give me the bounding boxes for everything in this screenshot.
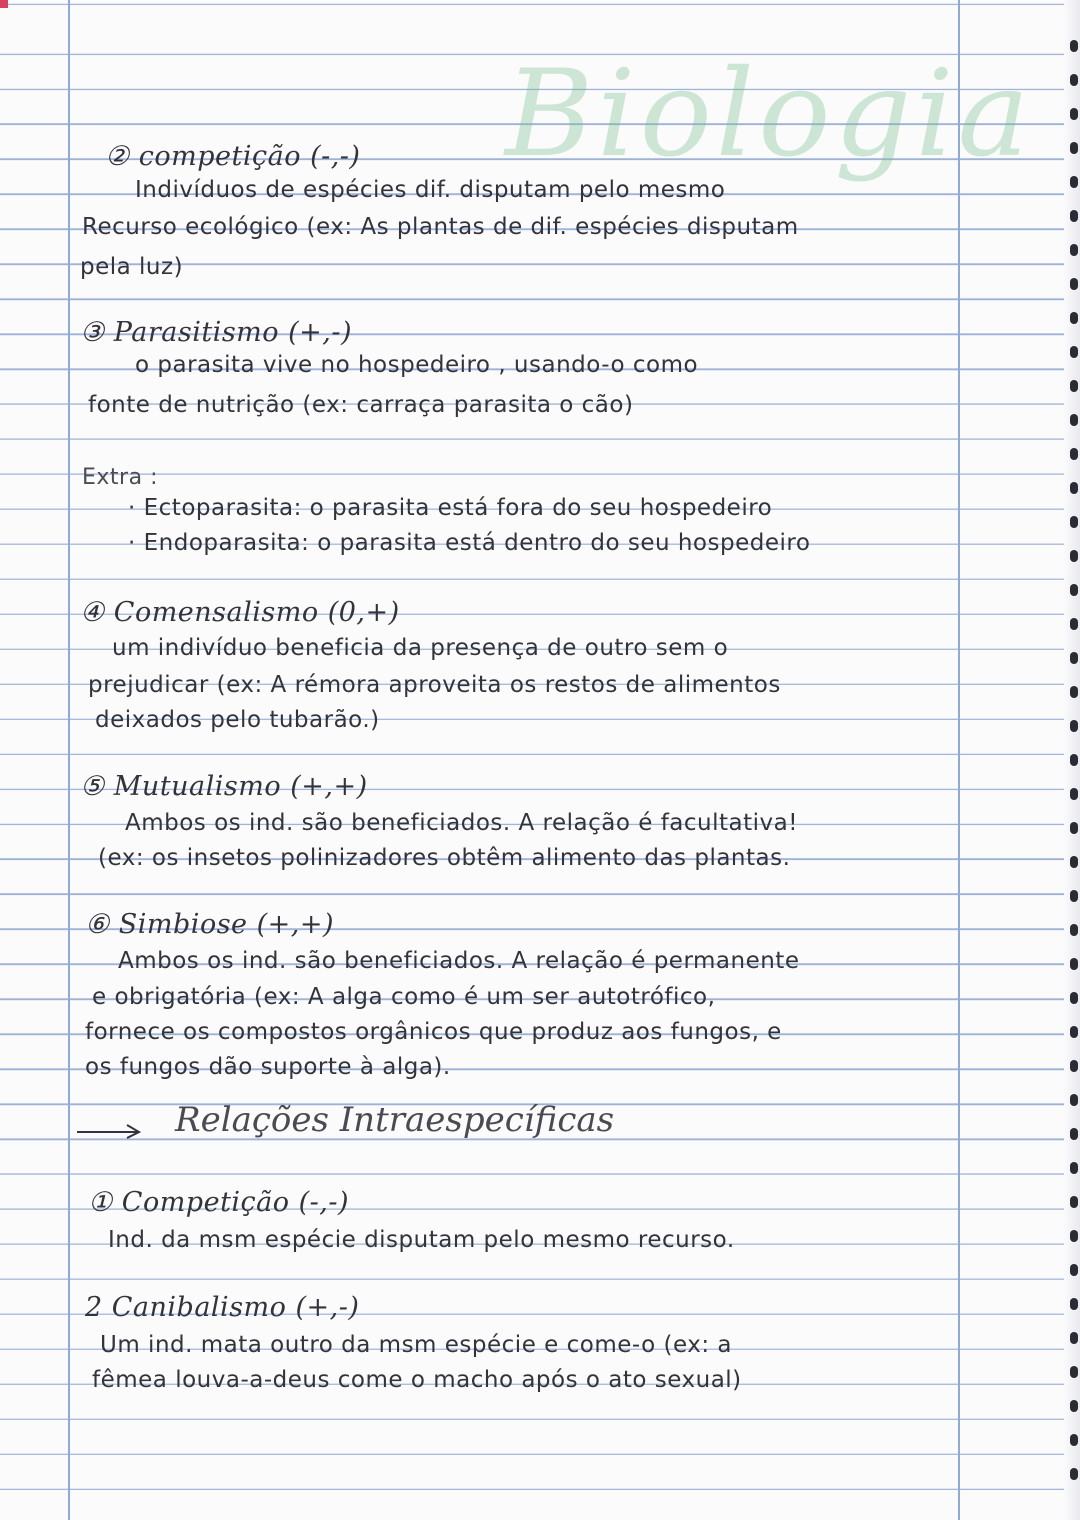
binding-hole (1070, 346, 1078, 358)
note-line-comp-line3: pela luz) (80, 254, 184, 280)
note-line-mutua-line2: (ex: os insetos polinizadores obtêm alimento das plantas. (98, 845, 791, 871)
note-line-intra-comp-heading: ① Competição (-,-) (88, 1187, 350, 1218)
binding-hole (1070, 1094, 1078, 1106)
binding-hole (1070, 516, 1078, 528)
note-line-comens-heading: ④ Comensalismo (0,+) (80, 597, 400, 628)
binding-hole (1070, 40, 1078, 52)
note-line-extra-label: Extra : (82, 465, 158, 490)
note-line-simb-line3: fornece os compostos orgânicos que produz aos fungos, e (85, 1019, 782, 1045)
binding-hole (1070, 1366, 1078, 1378)
binding-hole (1070, 142, 1078, 154)
binding-hole (1070, 1434, 1078, 1446)
binding-hole (1070, 1468, 1078, 1480)
binding-hole (1070, 550, 1078, 562)
note-line-extra-line2: · Endoparasita: o parasita está dentro do seu hospedeiro (128, 530, 811, 556)
note-line-canib-line2: fêmea louva-a-deus come o macho após o ato sexual) (92, 1367, 742, 1393)
note-line-simb-line2: e obrigatória (ex: A alga como é um ser autotrófico, (92, 984, 716, 1010)
binding-hole (1070, 1128, 1078, 1140)
note-line-paras-line2: fonte de nutrição (ex: carraça parasita o cão) (88, 392, 634, 418)
note-line-simb-line4: os fungos dão suporte à alga). (85, 1054, 451, 1080)
binding-hole (1070, 754, 1078, 766)
binding-hole (1070, 278, 1078, 290)
binding-hole (1070, 312, 1078, 324)
binding-hole (1070, 210, 1078, 222)
binding-hole (1070, 108, 1078, 120)
binding-hole (1070, 1060, 1078, 1072)
note-line-comp-line1: Indivíduos de espécies dif. disputam pelo mesmo (135, 177, 726, 203)
left-margin-line (68, 0, 70, 1520)
binding-hole (1070, 958, 1078, 970)
binding-hole (1070, 618, 1078, 630)
binding-hole (1070, 1332, 1078, 1344)
page-corner-mark (0, 0, 8, 8)
note-line-simb-heading: ⑥ Simbiose (+,+) (85, 909, 335, 940)
binding-hole (1070, 1026, 1078, 1038)
binding-hole (1070, 686, 1078, 698)
binding-hole (1070, 74, 1078, 86)
note-line-paras-line1: o parasita vive no hospedeiro , usando-o como (135, 352, 699, 378)
note-line-canib-line1: Um ind. mata outro da msm espécie e come-o (ex: a (100, 1332, 732, 1358)
note-line-comens-line1: um indivíduo beneficia da presença de outro sem o (112, 635, 729, 661)
binding-hole (1070, 890, 1078, 902)
binding-hole (1070, 822, 1078, 834)
spiral-binding (1064, 0, 1080, 1520)
watermark-title: Biologia (505, 45, 1034, 184)
note-line-canib-heading: 2 Canibalismo (+,-) (85, 1292, 360, 1323)
note-line-mutua-line1: Ambos os ind. são beneficiados. A relação é facultativa! (125, 810, 798, 836)
binding-hole (1070, 176, 1078, 188)
binding-hole (1070, 244, 1078, 256)
section-title-intraspecific: Relações Intraespecíficas (175, 1100, 615, 1140)
binding-hole (1070, 1264, 1078, 1276)
note-line-comp-line2: Recurso ecológico (ex: As plantas de dif. espécies disputam (82, 214, 799, 240)
binding-hole (1070, 1162, 1078, 1174)
note-line-intra-comp-line1: Ind. da msm espécie disputam pelo mesmo recurso. (108, 1227, 735, 1253)
binding-hole (1070, 720, 1078, 732)
note-line-simb-line1: Ambos os ind. são beneficiados. A relação é permanente (118, 948, 800, 974)
binding-hole (1070, 652, 1078, 664)
note-line-comp-heading: ② competição (-,-) (105, 141, 361, 172)
note-line-comens-line3: deixados pelo tubarão.) (95, 707, 380, 733)
note-line-extra-line1: · Ectoparasita: o parasita está fora do seu hospedeiro (128, 495, 773, 521)
binding-hole (1070, 584, 1078, 596)
binding-hole (1070, 380, 1078, 392)
binding-hole (1070, 924, 1078, 936)
note-line-paras-heading: ③ Parasitismo (+,-) (80, 317, 353, 348)
binding-hole (1070, 856, 1078, 868)
binding-hole (1070, 992, 1078, 1004)
binding-hole (1070, 414, 1078, 426)
binding-hole (1070, 1298, 1078, 1310)
binding-hole (1070, 448, 1078, 460)
right-margin-line (958, 0, 960, 1520)
binding-hole (1070, 1196, 1078, 1208)
binding-hole (1070, 1400, 1078, 1412)
binding-hole (1070, 1230, 1078, 1242)
arrow-right-icon (75, 1120, 145, 1142)
note-line-comens-line2: prejudicar (ex: A rémora aproveita os restos de alimentos (88, 672, 781, 698)
note-line-mutua-heading: ⑤ Mutualismo (+,+) (80, 771, 368, 802)
binding-hole (1070, 482, 1078, 494)
binding-hole (1070, 788, 1078, 800)
